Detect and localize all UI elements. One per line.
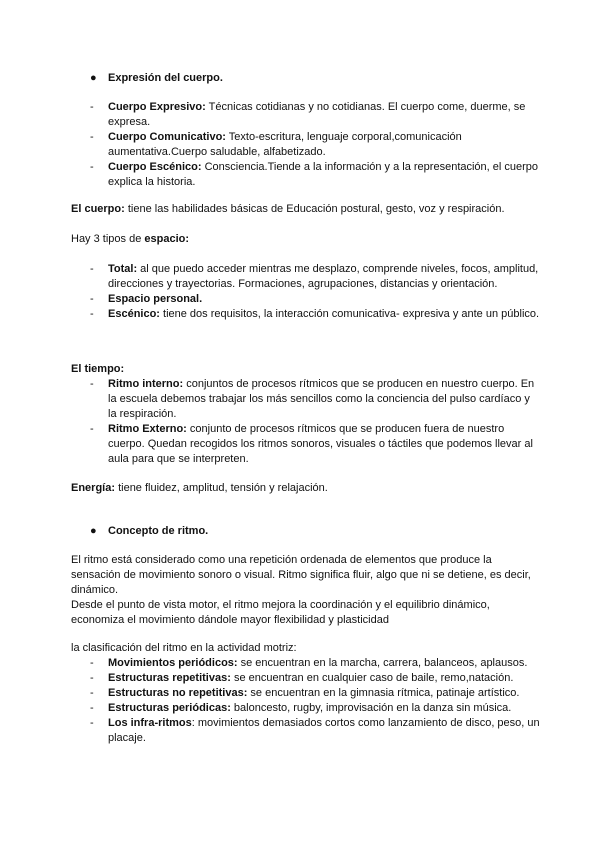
item-text: Texto-escritura, lenguaje corporal,comunicación aumentativa.Cuerpo saludable, alfabetizado. bbox=[108, 131, 462, 158]
bullet-icon: ● bbox=[90, 72, 97, 84]
heading-text: Expresión del cuerpo. bbox=[108, 72, 223, 84]
item-text: Consciencia.Tiende a la información y a la representación, el cuerpo explica la historia. bbox=[108, 161, 539, 188]
paragraph-energia bbox=[71, 481, 541, 496]
list-item bbox=[90, 307, 540, 322]
paragraph-clasificacion: la clasificación del ritmo en la actividad motriz: bbox=[71, 642, 297, 654]
para-text: tiene fluidez, amplitud, tensión y relajación. bbox=[115, 482, 328, 494]
item-term: Estructuras periódicas: bbox=[108, 702, 231, 714]
tiempo-title: El tiempo: bbox=[71, 363, 125, 375]
item-term: Cuerpo Expresivo: bbox=[108, 101, 206, 113]
item-text: tiene dos requisitos, la interacción comunicativa- expresiva y ante un público. bbox=[159, 308, 540, 320]
para-text: tiene las habilidades básicas de Educación postural, gesto, voz y respiración. bbox=[124, 203, 505, 215]
item-text: se encuentran en la marcha, carrera, balanceos, aplausos. bbox=[237, 657, 528, 669]
item-text: conjuntos de procesos rítmicos que se producen en nuestro cuerpo. En la escuela debemos trabajar los más sencillos como la conciencia del pulso cardíaco y la respiración. bbox=[108, 378, 535, 420]
dash-marker: - bbox=[90, 263, 94, 275]
item-term: Movimientos periódicos: bbox=[108, 657, 238, 669]
item-text: se encuentran en cualquier caso de baile, remo,natación. bbox=[230, 672, 514, 684]
item-text: conjunto de procesos rítmicos que se producen fuera de nuestro cuerpo. Quedan recogidos los ritmos sonoros, visuales o táctiles que podemos llevar al aula para que se interpreten. bbox=[108, 423, 533, 465]
list-item bbox=[90, 160, 540, 190]
dash-marker: - bbox=[90, 131, 94, 143]
dash-marker: - bbox=[90, 702, 94, 714]
item-term: Ritmo Externo: bbox=[108, 423, 187, 435]
list-item bbox=[90, 262, 540, 292]
dash-marker: - bbox=[90, 161, 94, 173]
bullet-icon: ● bbox=[90, 525, 97, 537]
dash-marker: - bbox=[90, 717, 94, 729]
section-heading-ritmo bbox=[90, 524, 208, 539]
item-text: se encuentran en la gimnasia rítmica, patinaje artístico. bbox=[247, 687, 520, 699]
dash-marker: - bbox=[90, 672, 94, 684]
section-heading-expresion bbox=[90, 71, 223, 86]
item-term: Ritmo interno: bbox=[108, 378, 184, 390]
item-term: Cuerpo Escénico: bbox=[108, 161, 202, 173]
cuerpo-types-list bbox=[90, 100, 540, 190]
item-term: Estructuras repetitivas: bbox=[108, 672, 231, 684]
list-item bbox=[90, 422, 540, 467]
paragraph-espacio-intro bbox=[71, 232, 541, 247]
list-item bbox=[90, 100, 540, 130]
list-item bbox=[90, 656, 540, 671]
list-item bbox=[90, 716, 540, 746]
item-term: Total: bbox=[108, 263, 138, 275]
item-term: Cuerpo Comunicativo: bbox=[108, 131, 226, 143]
clasificacion-list bbox=[90, 656, 540, 746]
item-text: al que puedo acceder mientras me desplazo, comprende niveles, focos, amplitud, direcciones y trayectorias. Formaciones, agrupaciones, distancias y orientación. bbox=[108, 263, 539, 290]
list-item bbox=[90, 686, 540, 701]
para-text: Hay 3 tipos de bbox=[71, 233, 145, 245]
list-item bbox=[90, 292, 540, 307]
paragraph-ritmo-def: El ritmo está considerado como una repetición ordenada de elementos que produce la sensación de movimiento sonoro o visual. Ritmo significa fluir, algo que ni se detiene, es decir, dinámico. bbox=[71, 554, 531, 596]
dash-marker: - bbox=[90, 687, 94, 699]
heading-text: Concepto de ritmo. bbox=[108, 525, 209, 537]
para-term: Energía: bbox=[71, 482, 116, 494]
item-term: Espacio personal. bbox=[108, 293, 203, 305]
dash-marker: - bbox=[90, 293, 94, 305]
item-term: Escénico: bbox=[108, 308, 160, 320]
item-text: baloncesto, rugby, improvisación en la danza sin música. bbox=[230, 702, 512, 714]
item-term: Los infra-ritmos bbox=[108, 717, 192, 729]
item-term: Estructuras no repetitivas: bbox=[108, 687, 248, 699]
dash-marker: - bbox=[90, 423, 94, 435]
dash-marker: - bbox=[90, 101, 94, 113]
dash-marker: - bbox=[90, 378, 94, 390]
list-item bbox=[90, 377, 540, 422]
list-item bbox=[90, 130, 540, 160]
paragraph-cuerpo bbox=[71, 202, 541, 217]
paragraph-ritmo-motor: Desde el punto de vista motor, el ritmo mejora la coordinación y el equilibrio dinámico, economiza el movimiento dándole mayor flexibilidad y plasticidad bbox=[71, 599, 490, 626]
dash-marker: - bbox=[90, 308, 94, 320]
list-item bbox=[90, 671, 540, 686]
list-item bbox=[90, 701, 540, 716]
tiempo-list bbox=[90, 377, 540, 467]
espacio-list bbox=[90, 262, 540, 322]
item-text: : movimientos demasiados cortos como lanzamiento de disco, peso, un placaje. bbox=[108, 717, 540, 744]
dash-marker: - bbox=[90, 657, 94, 669]
para-term: El cuerpo: bbox=[71, 203, 125, 215]
para-term: espacio: bbox=[144, 233, 190, 245]
item-text: Técnicas cotidianas y no cotidianas. El cuerpo come, duerme, se expresa. bbox=[108, 101, 526, 128]
